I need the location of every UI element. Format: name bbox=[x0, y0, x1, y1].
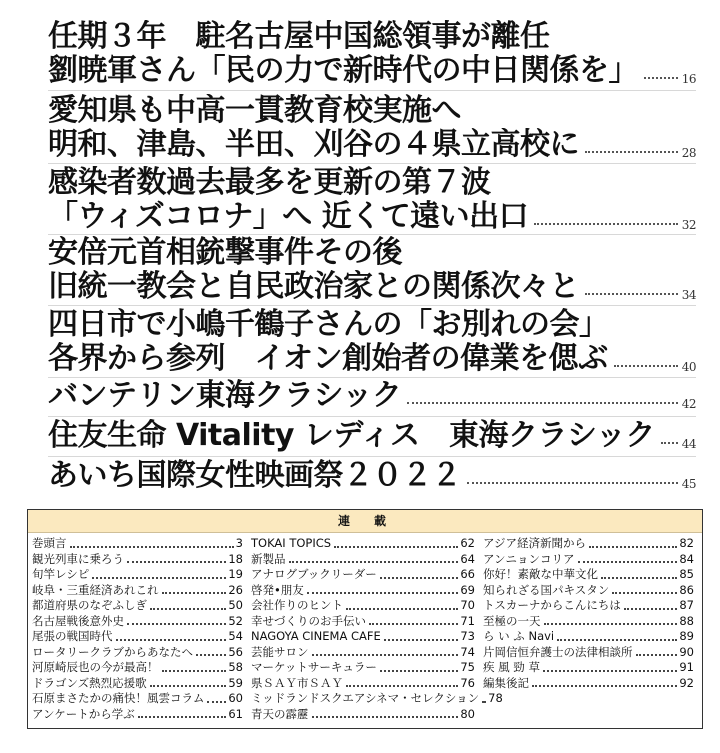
page-number: 88 bbox=[679, 613, 694, 628]
page-number: 56 bbox=[228, 644, 243, 659]
page-number: 84 bbox=[679, 551, 694, 566]
page-number: 16 bbox=[681, 72, 696, 86]
page-number: 59 bbox=[228, 675, 243, 690]
serial-item[interactable] bbox=[32, 629, 243, 645]
serial-item[interactable] bbox=[251, 660, 475, 676]
page-number: 92 bbox=[679, 675, 694, 690]
article-title-line: 住友生命 Vitality レディス 東海クラシック bbox=[48, 419, 655, 453]
page-number: 61 bbox=[228, 706, 243, 721]
article-entry[interactable] bbox=[48, 419, 696, 453]
page-number: 50 bbox=[228, 598, 243, 612]
dot-leader bbox=[127, 561, 226, 563]
serial-item[interactable] bbox=[32, 552, 243, 568]
dot-leader bbox=[601, 577, 677, 579]
dot-leader bbox=[369, 623, 458, 625]
divider bbox=[48, 163, 696, 164]
serial-item[interactable] bbox=[483, 676, 694, 692]
serial-item-title: 石原まさたかの痛快！風雲コラム bbox=[32, 691, 205, 705]
serial-item[interactable] bbox=[32, 598, 243, 614]
dot-leader bbox=[384, 639, 459, 641]
page-number: 74 bbox=[460, 644, 475, 659]
dot-leader bbox=[407, 402, 677, 404]
page-number: 87 bbox=[679, 598, 694, 612]
serial-item[interactable] bbox=[251, 707, 475, 723]
serial-item[interactable] bbox=[483, 629, 694, 645]
page-number: 73 bbox=[460, 629, 475, 643]
serial-item-title: アンケートから学ぶ bbox=[32, 706, 135, 721]
serial-item-title: 会社作りのヒント bbox=[251, 598, 343, 612]
dot-leader bbox=[544, 623, 678, 625]
divider bbox=[48, 305, 696, 306]
serial-item[interactable] bbox=[32, 691, 243, 707]
article-title-line: 劉暁軍さん「民の力で新時代の中日関係を」 bbox=[48, 54, 638, 88]
dot-leader bbox=[557, 639, 677, 641]
serial-item[interactable] bbox=[251, 629, 475, 645]
dot-leader bbox=[534, 223, 678, 225]
page-number: 86 bbox=[679, 582, 694, 597]
dot-leader bbox=[612, 592, 677, 594]
dot-leader bbox=[532, 685, 677, 687]
page-number: 75 bbox=[460, 660, 475, 674]
dot-leader bbox=[614, 365, 678, 367]
dot-leader bbox=[585, 151, 678, 153]
page-number: 76 bbox=[460, 675, 475, 690]
serial-item[interactable] bbox=[32, 707, 243, 723]
page-number: 28 bbox=[681, 146, 696, 160]
serial-item-title: 新製品 bbox=[251, 551, 286, 566]
serial-item-title: 県ＳＡＹ市ＳＡＹ bbox=[251, 675, 343, 690]
serial-item[interactable] bbox=[251, 536, 475, 552]
page-number: 32 bbox=[681, 218, 696, 232]
serial-item-title: 旬竿レシピ bbox=[32, 567, 90, 581]
dot-leader bbox=[334, 546, 458, 548]
serial-item[interactable] bbox=[251, 645, 475, 661]
dot-leader bbox=[289, 561, 459, 563]
dot-leader bbox=[346, 608, 458, 610]
serial-item[interactable] bbox=[32, 645, 243, 661]
serial-column bbox=[477, 536, 696, 722]
serial-item-title: 知られざる国パキスタン bbox=[483, 582, 610, 597]
serial-item-title: 岐阜・三重経済あれこれ bbox=[32, 582, 159, 597]
dot-leader bbox=[346, 685, 458, 687]
article-entry[interactable] bbox=[48, 20, 696, 88]
serial-column bbox=[245, 536, 503, 722]
dot-leader bbox=[150, 685, 227, 687]
page-number: 42 bbox=[681, 397, 696, 411]
serial-item-title: 河原崎辰也の今が最高！ bbox=[32, 660, 159, 674]
article-entry[interactable] bbox=[48, 236, 696, 304]
dot-leader bbox=[150, 608, 226, 610]
serial-item[interactable] bbox=[483, 660, 694, 676]
serial-item[interactable] bbox=[32, 536, 243, 552]
serial-item-title: トスカーナからこんにちは bbox=[483, 598, 621, 612]
dot-leader bbox=[138, 716, 227, 718]
serial-item-title: アナログブックリーダー bbox=[251, 567, 377, 581]
dot-leader bbox=[207, 701, 226, 703]
serial-item[interactable] bbox=[32, 583, 243, 599]
serial-item-title: 編集後記 bbox=[483, 675, 529, 690]
page-number: 60 bbox=[228, 691, 243, 705]
page-number: 91 bbox=[679, 660, 694, 674]
serial-box bbox=[27, 509, 703, 729]
page-number: 89 bbox=[679, 629, 694, 643]
dot-leader bbox=[380, 577, 459, 579]
dot-leader bbox=[312, 716, 459, 718]
page-number: 71 bbox=[460, 613, 475, 628]
serial-item-title: ドラゴンズ熱烈応援歌 bbox=[32, 675, 147, 690]
article-title-line: 明和、津島、半田、刈谷の４県立高校に bbox=[48, 128, 579, 162]
serial-item-title: 片岡信恒弁護士の法律相談所 bbox=[483, 644, 633, 659]
dot-leader bbox=[661, 442, 678, 444]
serial-item[interactable] bbox=[32, 567, 243, 583]
page-number: 62 bbox=[460, 536, 475, 550]
dot-leader bbox=[307, 592, 459, 594]
dot-leader bbox=[312, 654, 459, 656]
divider bbox=[48, 377, 696, 378]
serial-item-title: 巻頭言 bbox=[32, 536, 67, 550]
dot-leader bbox=[162, 670, 227, 672]
serial-item-title: ロータリークラブからあなたへ bbox=[32, 644, 193, 659]
article-entry[interactable] bbox=[48, 308, 696, 376]
serial-item-title: 青天の霹靂 bbox=[251, 706, 309, 721]
dot-leader bbox=[578, 561, 678, 563]
serial-item-title: 你好！素敵な中華文化 bbox=[483, 567, 598, 581]
page-number: 44 bbox=[681, 437, 696, 451]
dot-leader bbox=[644, 77, 678, 79]
dot-leader bbox=[380, 670, 458, 672]
page-number: 40 bbox=[681, 360, 696, 374]
dot-leader bbox=[162, 592, 227, 594]
article-title-line: 「ウィズコロナ」へ 近くて遠い出口 bbox=[48, 200, 529, 234]
serial-item-title: 尾張の戦国時代 bbox=[32, 629, 113, 643]
dot-leader bbox=[127, 623, 226, 625]
serial-item-title: アジア経済新聞から bbox=[483, 536, 587, 550]
serial-item[interactable] bbox=[32, 660, 243, 676]
serial-item[interactable] bbox=[251, 552, 475, 568]
serial-heading: 連 載 bbox=[28, 510, 702, 533]
article-entry[interactable] bbox=[48, 166, 696, 234]
page-number: 85 bbox=[679, 567, 694, 581]
serial-item-title: マーケットサーキュラー bbox=[251, 660, 377, 674]
serial-item-title: 啓発•朋友 bbox=[251, 582, 304, 597]
article-title-line: 旧統一教会と自民政治家との関係次々と bbox=[48, 270, 579, 304]
article-entry[interactable] bbox=[48, 459, 696, 493]
page-number: 78 bbox=[488, 691, 503, 705]
article-title-line: あいち国際女性映画祭２０２２ bbox=[48, 459, 461, 493]
serial-item[interactable] bbox=[251, 614, 475, 630]
page-number: 90 bbox=[679, 644, 694, 659]
serial-item[interactable] bbox=[483, 614, 694, 630]
serial-item[interactable] bbox=[483, 645, 694, 661]
serial-item[interactable] bbox=[251, 676, 475, 692]
page-number: 80 bbox=[460, 706, 475, 721]
article-entry[interactable] bbox=[48, 94, 696, 162]
serial-item-title: 幸せづくりのお手伝い bbox=[251, 613, 366, 628]
serial-item[interactable] bbox=[483, 598, 694, 614]
serial-item[interactable] bbox=[483, 536, 694, 552]
dot-leader bbox=[116, 639, 227, 641]
dot-leader bbox=[543, 670, 677, 672]
dot-leader bbox=[624, 608, 677, 610]
dot-leader bbox=[196, 654, 226, 656]
page-number: 69 bbox=[460, 582, 475, 597]
serial-item-title: ミッドランドスクエアシネマ・セレクション bbox=[251, 691, 480, 705]
serial-item-title: 観光列車に乗ろう bbox=[32, 551, 124, 566]
article-title-line: 四日市で小嶋千鶴子さんの「お別れの会」 bbox=[48, 308, 609, 342]
page-number: 18 bbox=[228, 551, 243, 566]
page-number: 52 bbox=[228, 613, 243, 628]
serial-item-title: TOKAI TOPICS bbox=[251, 536, 332, 550]
dot-leader bbox=[585, 293, 678, 295]
serial-item-title: ら い ふ Navi bbox=[483, 629, 555, 643]
page-number: 19 bbox=[228, 567, 243, 581]
page-number: 45 bbox=[681, 477, 696, 491]
divider bbox=[48, 416, 696, 417]
article-title-line: 安倍元首相銃撃事件その後 bbox=[48, 236, 402, 270]
serial-item[interactable] bbox=[32, 676, 243, 692]
dot-leader bbox=[92, 577, 226, 579]
article-title-line: 感染者数過去最多を更新の第７波 bbox=[48, 166, 491, 200]
page-number: 82 bbox=[679, 536, 694, 550]
dot-leader bbox=[467, 482, 678, 484]
serial-item[interactable] bbox=[483, 552, 694, 568]
page-number: 3 bbox=[235, 536, 243, 550]
divider bbox=[48, 234, 696, 235]
article-entry[interactable] bbox=[48, 379, 696, 413]
article-title-line: 各界から参列 イオン創始者の偉業を偲ぶ bbox=[48, 342, 608, 376]
page-number: 64 bbox=[460, 551, 475, 566]
page-number: 58 bbox=[228, 660, 243, 674]
serial-item-title: 疾 風 勁 草 bbox=[483, 660, 540, 674]
page-number: 54 bbox=[228, 629, 243, 643]
page-number: 34 bbox=[681, 288, 696, 302]
article-title-line: バンテリン東海クラシック bbox=[48, 379, 402, 413]
serial-item-title: NAGOYA CINEMA CAFE bbox=[251, 629, 381, 643]
serial-item-title: 至極の一天 bbox=[483, 613, 541, 628]
serial-item[interactable] bbox=[251, 598, 475, 614]
divider bbox=[48, 456, 696, 457]
page-number: 66 bbox=[460, 567, 475, 581]
serial-item[interactable] bbox=[251, 567, 475, 583]
serial-columns bbox=[28, 533, 702, 722]
divider bbox=[48, 90, 696, 91]
serial-item[interactable] bbox=[251, 691, 503, 707]
article-title-line: 愛知県も中高一貫教育校実施へ bbox=[48, 94, 461, 128]
serial-item[interactable] bbox=[483, 583, 694, 599]
serial-item-title: アンニョンコリア bbox=[483, 551, 575, 566]
dot-leader bbox=[70, 546, 234, 548]
serial-item-title: 名古屋戦後意外史 bbox=[32, 613, 124, 628]
article-title-line: 任期３年 駐名古屋中国総領事が離任 bbox=[48, 20, 550, 54]
page-number: 26 bbox=[228, 582, 243, 597]
serial-column bbox=[32, 536, 245, 722]
serial-item-title: 芸能サロン bbox=[251, 644, 309, 659]
serial-item[interactable] bbox=[32, 614, 243, 630]
serial-item-title: 都道府県のなぞふしぎ bbox=[32, 598, 147, 612]
dot-leader bbox=[589, 546, 677, 548]
serial-item[interactable] bbox=[251, 583, 475, 599]
serial-item[interactable] bbox=[483, 567, 694, 583]
dot-leader bbox=[636, 654, 678, 656]
page-number: 70 bbox=[460, 598, 475, 612]
